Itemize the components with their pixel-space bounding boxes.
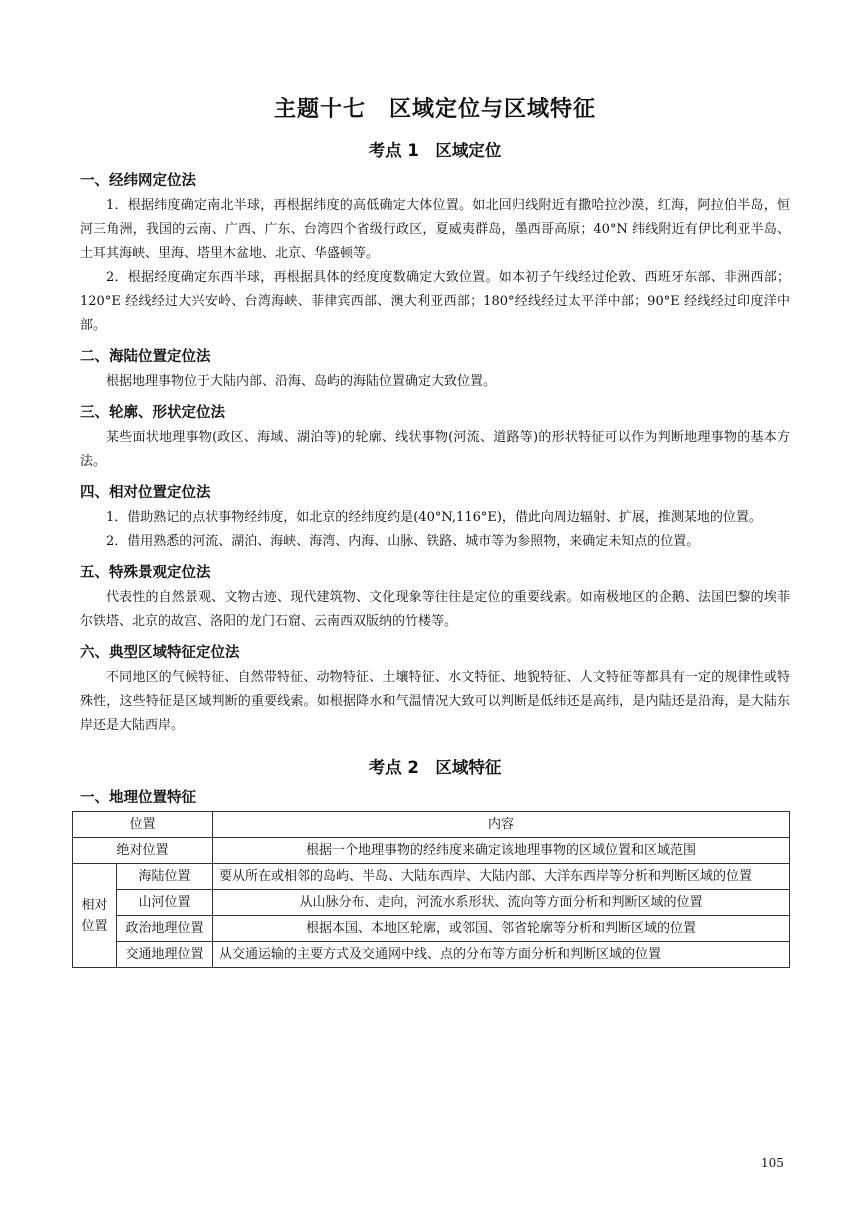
paragraph-outline: 某些面状地理事物(政区、海域、湖泊等)的轮廓、线状事物(河流、道路等)的形状特征可以作为判断地理事物的基本方法。 [80,430,790,469]
table-cell-absolute-label: 绝对位置 [73,838,213,864]
table-header-row [73,812,790,838]
location-features-table [72,811,790,968]
paragraph-relative-2: 2．借用熟悉的河流、湖泊、海峡、海湾、内海、山脉、铁路、城市等为参照物，来确定未知点的位置。 [106,534,700,549]
paragraph-longitude: 2．根据经度确定东西半球，再根据具体的经度度数确定大致位置。如本初子午线经过伦敦、西班牙东部、非洲西部；120°E 经线经过大兴安岭、台湾海峡、菲律宾西部、澳大利亚西部；180°经线经过太平洋中部；90°E 经线经过印度洋中部。 [80,270,790,333]
table-header-content: 内容 [213,812,790,838]
table-cell-content: 从交通运输的主要方式及交通网中线、点的分布等方面分析和判断区域的位置 [213,942,790,968]
table-row [73,890,790,916]
heading-land-sea-method: 二、海陆位置定位法 [80,349,211,365]
section-title-kaodian-2: 考点 2 区域特征 [368,758,502,777]
table-row [73,838,790,864]
heading-regional-feature-method: 六、典型区域特征定位法 [80,645,240,661]
table-cell-label: 政治地理位置 [117,916,213,942]
table-cell-label: 山河位置 [117,890,213,916]
table-row [73,942,790,968]
paragraph-latitude: 1．根据纬度确定南北半球，再根据纬度的高低确定大体位置。如北回归线附近有撒哈拉沙漠，红海，阿拉伯半岛，恒河三角洲，我国的云南、广西、广东、台湾四个省级行政区，夏威夷群岛，墨西哥高原；40°N 纬线附近有伊比利亚半岛、土耳其海峡、里海、塔里木盆地、北京、华盛顿等。 [80,198,790,261]
table-row [73,864,790,890]
paragraph-land-sea: 根据地理事物位于大陆内部、沿海、岛屿的海陆位置确定大致位置。 [106,374,497,389]
document-page [80,92,790,968]
heading-outline-method: 三、轮廓、形状定位法 [80,405,225,421]
table-cell-absolute-content: 根据一个地理事物的经纬度来确定该地理事物的区域位置和区域范围 [213,838,790,864]
heading-latlon-method: 一、经纬网定位法 [80,173,196,189]
table-cell-content: 根据本国、本地区轮廓，或邻国、邻省轮廓等分析和判断区域的位置 [213,916,790,942]
page-number: 105 [761,1156,784,1170]
table-cell-content: 从山脉分布、走向，河流水系形状、流向等方面分析和判断区域的位置 [213,890,790,916]
paragraph-regional-feature: 不同地区的气候特征、自然带特征、动物特征、土壤特征、水文特征、地貌特征、人文特征等都具有一定的规律性或特殊性，这些特征是区域判断的重要线索。如根据降水和气温情况大致可以判断是低纬还是高纬，是内陆还是沿海，是大陆东岸还是大陆西岸。 [80,670,790,733]
table-cell-label: 交通地理位置 [117,942,213,968]
heading-relative-method: 四、相对位置定位法 [80,485,211,501]
table-cell-content: 要从所在或相邻的岛屿、半岛、大陆东西岸、大陆内部、大洋东西岸等分析和判断区域的位置 [213,864,790,890]
paragraph-relative-1: 1．借助熟记的点状事物经纬度，如北京的经纬度约是(40°N,116°E)，借此向周边辐射、扩展，推测某地的位置。 [106,510,762,525]
table-cell-label: 海陆位置 [117,864,213,890]
table-row [73,916,790,942]
table-header-position: 位置 [73,812,213,838]
table-cell-relative-label: 相对位置 [73,864,117,968]
section-title-kaodian-1: 考点 1 区域定位 [368,141,502,160]
heading-landscape-method: 五、特殊景观定位法 [80,565,211,581]
paragraph-landscape: 代表性的自然景观、文物古迹、现代建筑物、文化现象等往往是定位的重要线索。如南极地区的企鹅、法国巴黎的埃菲尔铁塔、北京的故宫、洛阳的龙门石窟、云南西双版纳的竹楼等。 [80,590,790,629]
page-title: 主题十七 区域定位与区域特征 [273,97,596,122]
heading-geo-location-features: 一、地理位置特征 [80,790,196,806]
